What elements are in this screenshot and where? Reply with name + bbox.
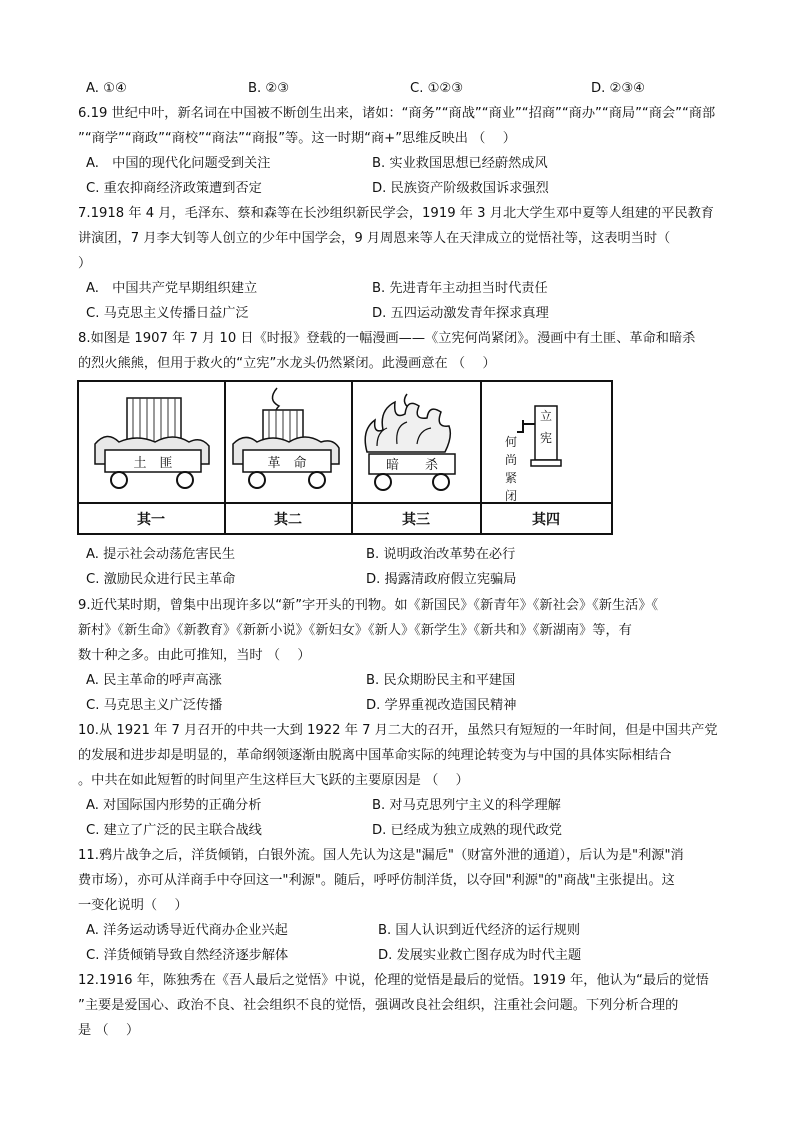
q11-option-d[interactable]: D. 发展实业救亡图存成为时代主题 — [378, 948, 582, 963]
panel-label-2: 其二 — [274, 512, 302, 528]
q5-option-b[interactable]: B. ②③ — [248, 81, 290, 96]
panel-4-side-text-3: 紧 — [504, 471, 518, 485]
q11-option-b[interactable]: B. 国人认识到近代经济的运行规则 — [378, 923, 581, 938]
q6-stem-line-1: 6.19 世纪中叶，新名词在中国被不断创生出来，诸如：“商务”“商战”“商业”“招商”“商办”“商局”“商会”“商部 — [78, 106, 716, 121]
panel-4-side-text-4: 闭 — [504, 489, 518, 503]
q8-option-c[interactable]: C. 激励民众进行民主革命 — [86, 572, 236, 587]
q7-stem-line-3: ） — [78, 256, 92, 271]
panel-4-side-text-1: 何 — [504, 435, 518, 449]
q6-option-a[interactable]: A. 中国的现代化问题受到关注 — [86, 156, 271, 171]
q7-option-d[interactable]: D. 五四运动激发青年探求真理 — [372, 306, 549, 321]
q12-stem-line-2: ”主要是爱国心、政治不良、社会组织不良的觉悟，强调改良社会组织，注重社会问题。下列分析合理的 — [78, 998, 679, 1013]
q10-option-a[interactable]: A. 对国际国内形势的正确分析 — [86, 798, 262, 813]
q5-option-c[interactable]: C. ①②③ — [410, 81, 464, 96]
q8-option-a[interactable]: A. 提示社会动荡危害民生 — [86, 547, 236, 562]
q10-stem-line-2: 的发展和进步却是明显的，革命纲领逐渐由脱离中国革命实际的纯理论转变为与中国的具体实际相结合 — [78, 748, 672, 763]
panel-1-cart-label: 土 匪 — [133, 456, 173, 471]
q5-option-d[interactable]: D. ②③④ — [591, 81, 646, 96]
q6-option-b[interactable]: B. 实业救国思想已经蔚然成风 — [372, 156, 548, 171]
q9-stem-line-1: 9.近代某时期，曾集中出现许多以“新”字开头的刊物。如《新国民》《新青年》《新社会》《新生活》《 — [78, 598, 659, 613]
q5-option-a[interactable]: A. ①④ — [86, 81, 127, 96]
q8-stem-line-2: 的烈火熊熊，但用于救火的“立宪”水龙头仍然紧闭。此漫画意在 （ ） — [78, 356, 496, 371]
q9-stem-line-2: 新村》《新生命》《新教育》《新新小说》《新妇女》《新人》《新学生》《新共和》《新湖南》等，有 — [78, 623, 632, 638]
q7-option-b[interactable]: B. 先进青年主动担当时代责任 — [372, 281, 548, 296]
q7-stem-line-1: 7.1918 年 4 月，毛泽东、蔡和森等在长沙组织新民学会，1919 年 3 月北大学生邓中夏等人组建的平民教育 — [78, 206, 714, 221]
panel-1-cart-drawing — [95, 398, 209, 488]
panel-4-tap-text-2: 宪 — [539, 431, 553, 445]
q10-option-d[interactable]: D. 已经成为独立成熟的现代政党 — [372, 823, 562, 838]
q11-option-a[interactable]: A. 洋务运动诱导近代商办企业兴起 — [86, 923, 288, 938]
q9-option-d[interactable]: D. 学界重视改造国民精神 — [366, 698, 517, 713]
q7-option-c[interactable]: C. 马克思主义传播日益广泛 — [86, 306, 249, 321]
panel-3-fire-drawing — [365, 394, 455, 490]
q7-option-a[interactable]: A. 中国共产党早期组织建立 — [86, 281, 258, 296]
q6-option-c[interactable]: C. 重农抑商经济政策遭到否定 — [86, 181, 262, 196]
q9-option-a[interactable]: A. 民主革命的呼声高涨 — [86, 673, 222, 688]
q10-option-b[interactable]: B. 对马克思列宁主义的科学理解 — [372, 798, 561, 813]
q11-option-c[interactable]: C. 洋货倾销导致自然经济逐步解体 — [86, 948, 289, 963]
q11-stem-line-2: 费市场），亦可从洋商手中夺回这一"利源"。随后，呼呼仿制洋货，以夺回"利源"的"商战"主张提出。这 — [78, 873, 675, 888]
panel-2-cart-drawing — [233, 388, 339, 488]
q9-option-b[interactable]: B. 民众期盼民主和平建国 — [366, 673, 516, 688]
panel-2-cart-label: 革 命 — [267, 456, 307, 471]
q8-option-b[interactable]: B. 说明政治改革势在必行 — [366, 547, 516, 562]
q12-stem-line-1: 12.1916 年，陈独秀在《吾人最后之觉悟》中说，伦理的觉悟是最后的觉悟。1919 年，他认为“最后的觉悟 — [78, 973, 709, 988]
q8-option-d[interactable]: D. 揭露清政府假立宪骗局 — [366, 572, 517, 587]
panel-label-4: 其四 — [532, 512, 560, 528]
q9-option-c[interactable]: C. 马克思主义广泛传播 — [86, 698, 223, 713]
panel-3-cart-label: 暗 杀 — [385, 458, 439, 473]
q10-stem-line-3: 。中共在如此短暂的时间里产生这样巨大飞跃的主要原因是 （ ） — [78, 773, 469, 788]
q11-stem-line-3: 一变化说明（ ） — [78, 898, 188, 913]
q7-stem-line-2: 讲演团，7 月李大钊等人创立的少年中国学会，9 月周恩来等人在天津成立的觉悟社等，这表明当时（ — [78, 231, 671, 246]
q8-comic-figure — [77, 380, 613, 535]
q6-option-d[interactable]: D. 民族资产阶级救国诉求强烈 — [372, 181, 549, 196]
q11-stem-line-1: 11.鸦片战争之后，洋货倾销，白银外流。国人先认为这是"漏卮"（财富外泄的通道），后认为是"利源"消 — [78, 848, 684, 863]
q10-stem-line-1: 10.从 1921 年 7 月召开的中共一大到 1922 年 7 月二大的召开，虽然只有短短的一年时间，但是中国共产党 — [78, 723, 718, 738]
panel-label-3: 其三 — [402, 512, 430, 528]
q6-stem-line-2: ”“商学”“商政”“商校”“商法”“商报”等。这一时期“商+”思维反映出 （ ） — [78, 131, 516, 146]
q10-option-c[interactable]: C. 建立了广泛的民主联合战线 — [86, 823, 262, 838]
q12-stem-line-3: 是 （ ） — [78, 1023, 140, 1038]
panel-4-tap-text-1: 立 — [539, 409, 553, 423]
q8-stem-line-1: 8.如图是 1907 年 7 月 10 日《时报》登载的一幅漫画——《立宪何尚紧闭》。漫画中有土匪、革命和暗杀 — [78, 331, 696, 346]
panel-4-side-text-2: 尚 — [504, 453, 518, 467]
q9-stem-line-3: 数十种之多。由此可推知，当时 （ ） — [78, 648, 311, 663]
panel-label-1: 其一 — [137, 512, 165, 528]
